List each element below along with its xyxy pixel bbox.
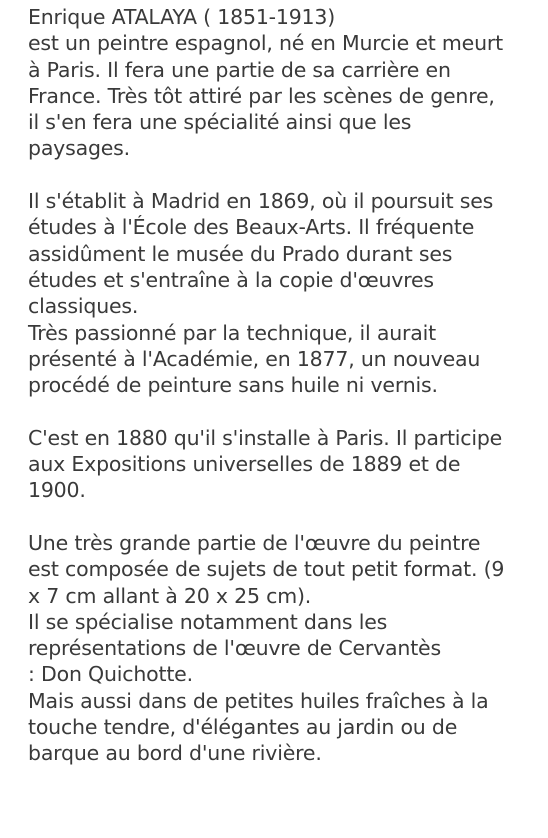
text-line: classiques. [28, 294, 139, 319]
text-line: Une très grande partie de l'œuvre du peintre [28, 530, 481, 555]
text-line: x 7 cm allant à 20 x 25 cm). [28, 583, 312, 608]
text-line: études et s'entraîne à la copie d'œuvres [28, 267, 434, 292]
text-line: est composée de sujets de tout petit format. (9 [28, 557, 505, 582]
paragraph-spacer [28, 162, 543, 188]
text-line: Il se spécialise notamment dans les [28, 609, 388, 634]
paragraph-4 [28, 530, 543, 767]
text-line: assidûment le musée du Prado durant ses [28, 241, 453, 266]
text-line: est un peintre espagnol, né en Murcie et meurt [28, 31, 503, 56]
article-text [28, 4, 543, 767]
text-line: aux Expositions universelles de 1889 et de [28, 452, 461, 477]
text-line: Il s'établit à Madrid en 1869, où il poursuit ses [28, 189, 494, 214]
text-line: présenté à l'Académie, en 1877, un nouveau [28, 346, 481, 371]
paragraph-spacer [28, 504, 543, 530]
text-line: 1900. [28, 478, 86, 503]
text-line: C'est en 1880 qu'il s'installe à Paris. Il participe [28, 425, 503, 450]
text-line: études à l'École des Beaux-Arts. Il fréquente [28, 215, 475, 240]
paragraph-1 [28, 4, 543, 162]
text-line: Enrique ATALAYA ( 1851-1913) [28, 5, 336, 29]
text-line: touche tendre, d'élégantes au jardin ou de [28, 715, 458, 740]
paragraph-spacer [28, 398, 543, 424]
text-line: paysages. [28, 136, 130, 161]
paragraph-3 [28, 425, 543, 504]
paragraph-2 [28, 188, 543, 398]
text-line: France. Très tôt attiré par les scènes de genre, [28, 83, 495, 108]
text-line: : Don Quichotte. [28, 662, 193, 687]
text-line: Mais aussi dans de petites huiles fraîches à la [28, 688, 489, 713]
text-line: à Paris. Il fera une partie de sa carrière en [28, 57, 451, 82]
text-line: Très passionné par la technique, il aurait [28, 320, 436, 345]
text-line: barque au bord d'une rivière. [28, 741, 322, 766]
text-line: représentations de l'œuvre de Cervantès [28, 636, 441, 661]
text-line: il s'en fera une spécialité ainsi que les [28, 110, 412, 135]
text-line: procédé de peinture sans huile ni vernis. [28, 373, 438, 398]
